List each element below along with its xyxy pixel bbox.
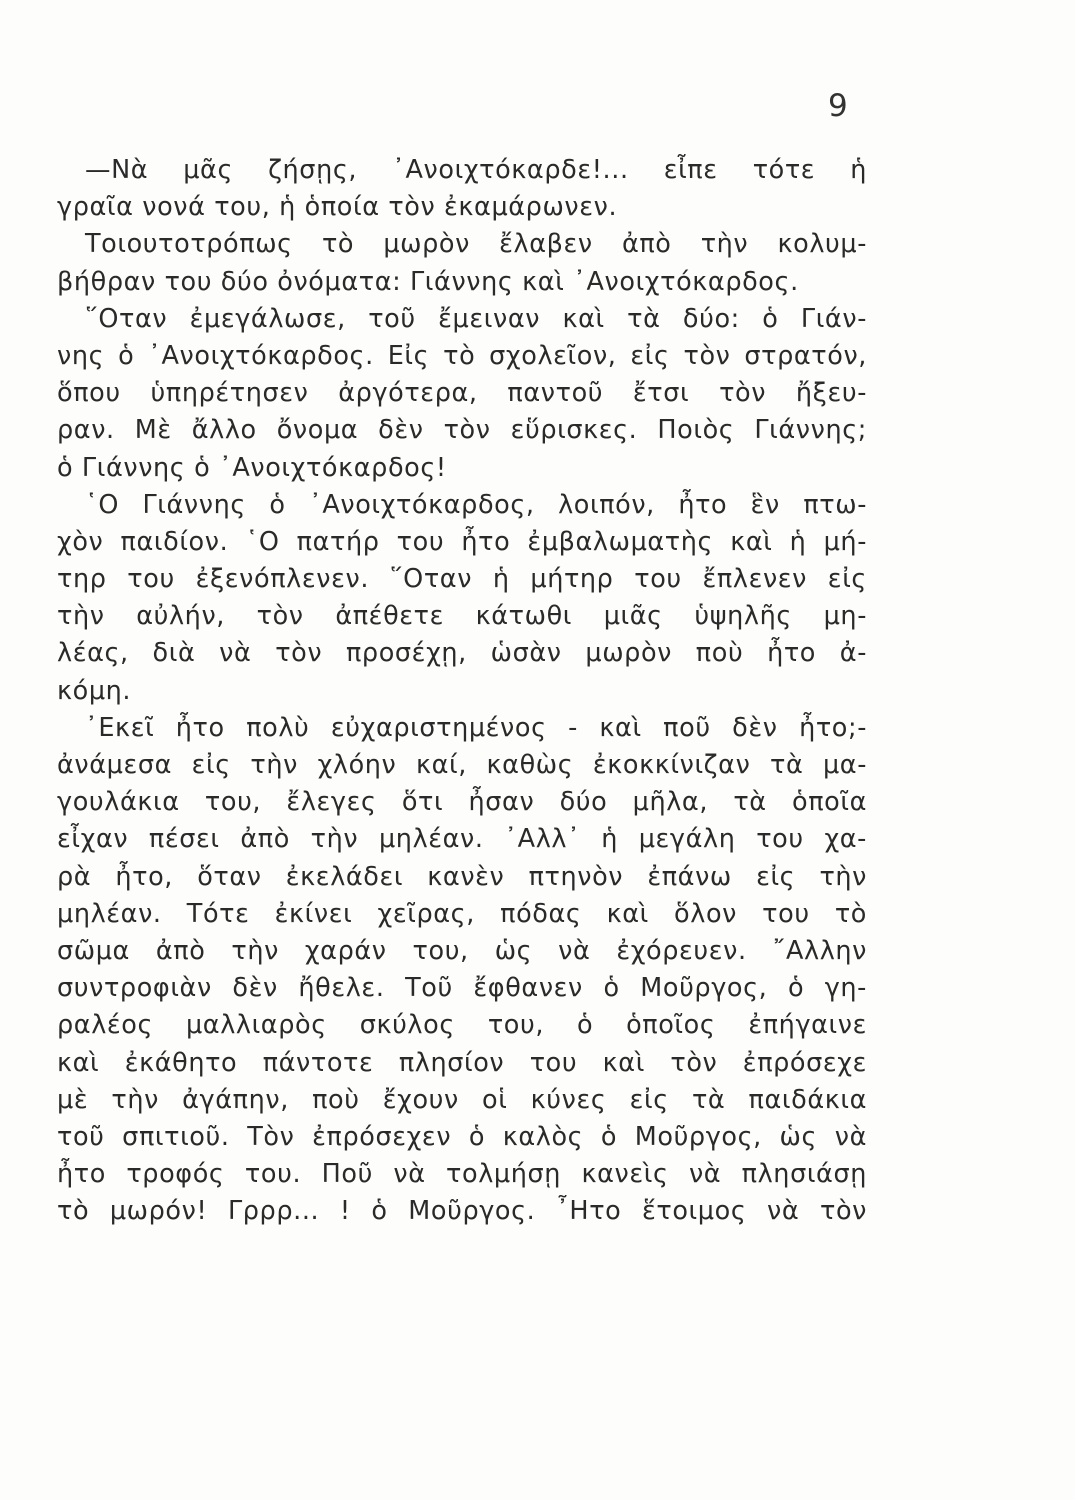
text-line: σῶμα ἀπὸ τὴν χαράν του, ὡς νὰ ἐχόρευεν. ῎Αλλην xyxy=(57,935,867,966)
text-line: —Νὰ μᾶς ζήσῃς, ᾽Ανοιχτόκαρδε!... εἶπε τότε ἡ xyxy=(85,155,867,185)
text-line: ᾽Εκεῖ ἦτο πολὺ εὐχαριστημένος - καὶ ποῦ δὲν ἦτο;- xyxy=(85,712,867,743)
text-line: ὁ Γιάννης ὁ ᾽Ανοιχτόκαρδος! xyxy=(57,452,447,483)
text-line: λέας, διὰ νὰ τὸν προσέχῃ, ὡσὰν μωρὸν ποὺ ἦτο ἀ- xyxy=(57,638,867,669)
text-line: ὅπου ὑπηρέτησεν ἀργότερα, παντοῦ ἔτσι τὸν ἤξευ- xyxy=(57,378,867,409)
text-line: ἦτο τροφός του. Ποῦ νὰ τολμήσῃ κανεὶς νὰ πλησιάσῃ xyxy=(57,1159,867,1190)
text-line: ἀνάμεσα εἰς τὴν χλόην καί, καθὼς ἐκοκκίνιζαν τὰ μα- xyxy=(57,750,867,780)
text-line: κόμη. xyxy=(57,675,132,706)
text-line: καὶ ἐκάθητο πάντοτε πλησίον του καὶ τὸν ἐπρόσεχε xyxy=(57,1047,867,1078)
text-line: βήθραν του δύο ὀνόματα: Γιάννης καὶ ᾽Ανοιχτόκαρδος. xyxy=(57,266,799,297)
text-line: τοῦ σπιτιοῦ. Τὸν ἐπρόσεχεν ὁ καλὸς ὁ Μοῦργος, ὡς νὰ xyxy=(57,1121,867,1152)
text-line: ραν. Μὲ ἄλλο ὄνομα δὲν τὸν εὕρισκες. Ποιὸς Γιάννης; xyxy=(57,415,867,446)
text-line: Τοιουτοτρόπως τὸ μωρὸν ἔλαβεν ἀπὸ τὴν κολυμ- xyxy=(85,229,867,260)
text-line: ῾Ο Γιάννης ὁ ᾽Ανοιχτόκαρδος, λοιπόν, ἦτο ἓν πτω- xyxy=(85,489,867,520)
text-line: γουλάκια του, ἔλεγες ὅτι ἦσαν δύο μῆλα, τὰ ὁποῖα xyxy=(57,787,867,818)
text-line: ραλέος μαλλιαρὸς σκύλος του, ὁ ὁποῖος ἐπήγαινε xyxy=(57,1010,867,1041)
text-line: ῞Οταν ἐμεγάλωσε, τοῦ ἔμειναν καὶ τὰ δύο: ὁ Γιάν- xyxy=(85,303,867,334)
text-line: γραῖα νονά του, ἡ ὁποία τὸν ἐκαμάρωνεν. xyxy=(57,192,618,223)
text-line: τηρ του ἐξενόπλενεν. ῞Οταν ἡ μήτηρ του ἔπλενεν εἰς xyxy=(57,564,867,595)
text-line: ρὰ ἦτο, ὅταν ἐκελάδει κανὲν πτηνὸν ἐπάνω εἰς τὴν xyxy=(57,861,867,892)
text-line: συντροφιὰν δὲν ἤθελε. Τοῦ ἔφθανεν ὁ Μοῦργος, ὁ γη- xyxy=(57,973,867,1004)
text-line: τὸ μωρόν! Γρρρ... ! ὁ Μοῦργος. ῏Ητο ἕτοιμος νὰ τὸν xyxy=(57,1196,867,1227)
text-line: νης ὁ ᾽Ανοιχτόκαρδος. Εἰς τὸ σχολεῖον, εἰς τὸν στρατόν, xyxy=(57,340,867,371)
text-line: εἶχαν πέσει ἀπὸ τὴν μηλέαν. ᾽Αλλ᾽ ἡ μεγάλη του χα- xyxy=(57,824,867,855)
text-line: μηλέαν. Τότε ἐκίνει χεῖρας, πόδας καὶ ὅλον του τὸ xyxy=(57,898,867,929)
text-line: χὸν παιδίον. ῾Ο πατήρ του ἦτο ἐμβαλωματὴς καὶ ἡ μή- xyxy=(57,526,867,557)
page-number: 9 xyxy=(828,88,848,124)
body-text xyxy=(57,152,867,1230)
text-line: τὴν αὐλήν, τὸν ἀπέθετε κάτωθι μιᾶς ὑψηλῆς μη- xyxy=(57,601,867,632)
text-line: μὲ τὴν ἀγάπην, ποὺ ἔχουν οἱ κύνες εἰς τὰ παιδάκια xyxy=(57,1084,867,1115)
